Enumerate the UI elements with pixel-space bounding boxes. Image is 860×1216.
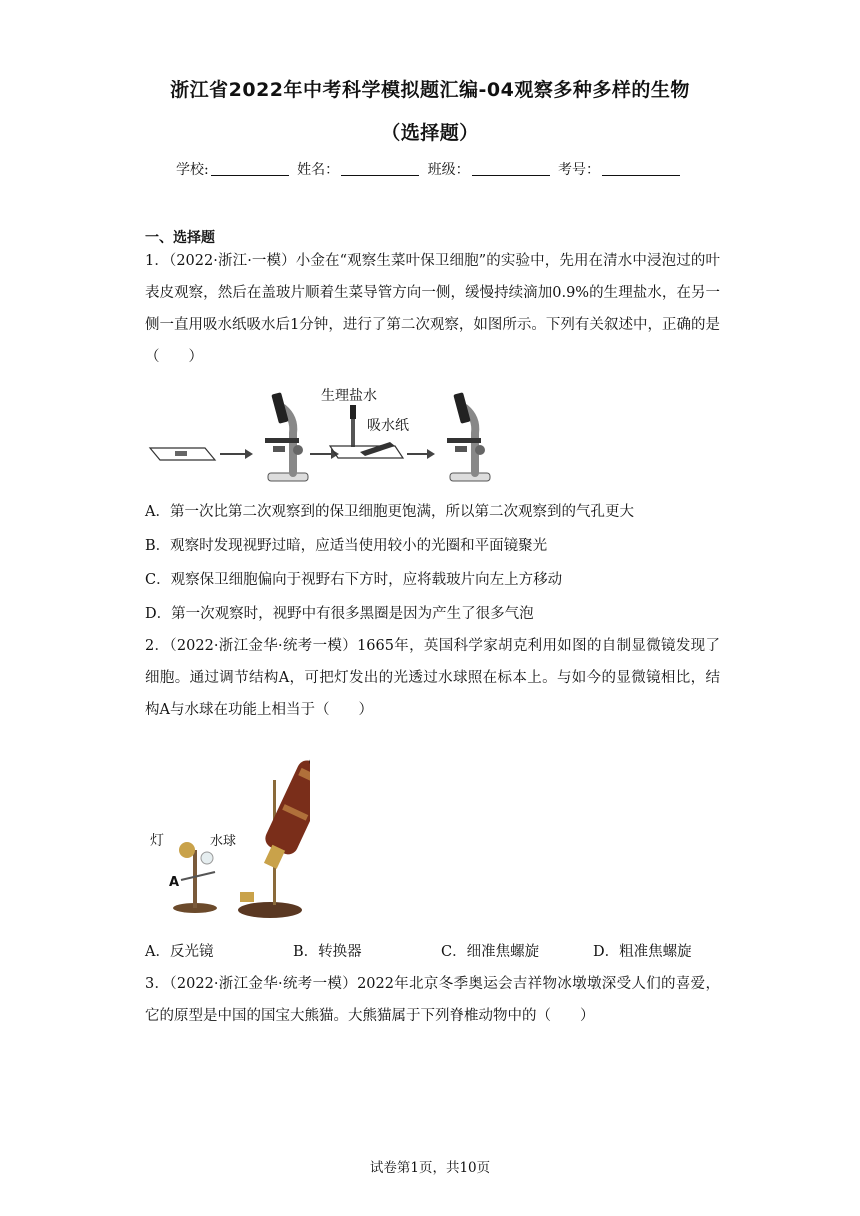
saline-dropper-slide [321,387,409,458]
section-title: 一、选择题 [145,230,215,246]
student-info-line [0,159,860,179]
arrow-icon [220,449,253,459]
arrow-icon [407,449,435,459]
name-blank [341,161,419,176]
school-label: 学校: [175,162,209,178]
microscope-icon [447,392,490,481]
saline-label: 生理盐水 [321,388,377,404]
class-label: 班级： [427,162,470,178]
question-1-option-b[interactable]: B．观察时发现视野过暗，应适当使用较小的光圈和平面镜聚光 [145,538,548,554]
page-footer: 试卷第1页，共10页 [369,1160,491,1176]
name-label: 姓名： [297,162,340,178]
question-1-text: 1．（2022·浙江·一模）小金在“观察生菜叶保卫细胞”的实验中，先用在清水中浸泡过的叶表皮观察，然后在盖玻片顺着生菜导管方向一侧，缓慢持续滴加0.9%的生理盐水，在另一侧一直用吸水纸吸水后1分钟，进行了第二次观察，如图所示。下列有关叙述中，正确的是（ ） [145,253,720,365]
class-blank [472,161,550,176]
structure-a-label: A [169,875,180,890]
question-1-option-a[interactable]: A．第一次比第二次观察到的保卫细胞更饱满，所以第二次观察到的气孔更大 [145,504,634,520]
lamp-label: 灯 [150,833,164,849]
hooke-microscope-icon [238,740,310,918]
question-2-figure [145,740,310,920]
lamp-stand-icon [173,842,217,913]
question-2-option-a[interactable]: A．反光镜 [145,944,214,960]
microscope-icon [265,392,308,481]
absorbent-paper-label: 吸水纸 [367,418,409,434]
question-3-text: 3．（2022·浙江金华·统考一模）2022年北京冬季奥运会吉祥物冰墩墩深受人们的喜爱，它的原型是中国的国宝大熊猫。大熊猫属于下列脊椎动物中的（ ） [145,976,720,1024]
question-1-option-d[interactable]: D．第一次观察时，视野中有很多黑圈是因为产生了很多气泡 [145,606,534,622]
question-2-option-b[interactable]: B．转换器 [293,944,362,960]
page-subtitle: （选择题） [381,122,479,144]
question-2-option-d[interactable]: D．粗准焦螺旋 [593,944,692,960]
school-blank [211,161,289,176]
water-ball-label: 水球 [210,834,237,849]
question-1-option-c[interactable]: C．观察保卫细胞偏向于视野右下方时，应将载玻片向左上方移动 [145,572,563,588]
slide-icon [150,448,215,460]
question-2-option-c[interactable]: C．细准焦螺旋 [441,944,540,960]
exam-no-label: 考号： [558,162,601,178]
question-2-text: 2．（2022·浙江金华·统考一模）1665年，英国科学家胡克利用如图的自制显微镜发现了细胞。通过调节结构A，可把灯发出的光透过水球照在标本上。与如今的显微镜相比，结构A与水球在功能上相当于（ ） [145,638,720,718]
exam-no-blank [602,161,680,176]
question-1-figure [145,380,505,490]
page-title: 浙江省2022年中考科学模拟题汇编-04观察多种多样的生物 [170,79,690,101]
